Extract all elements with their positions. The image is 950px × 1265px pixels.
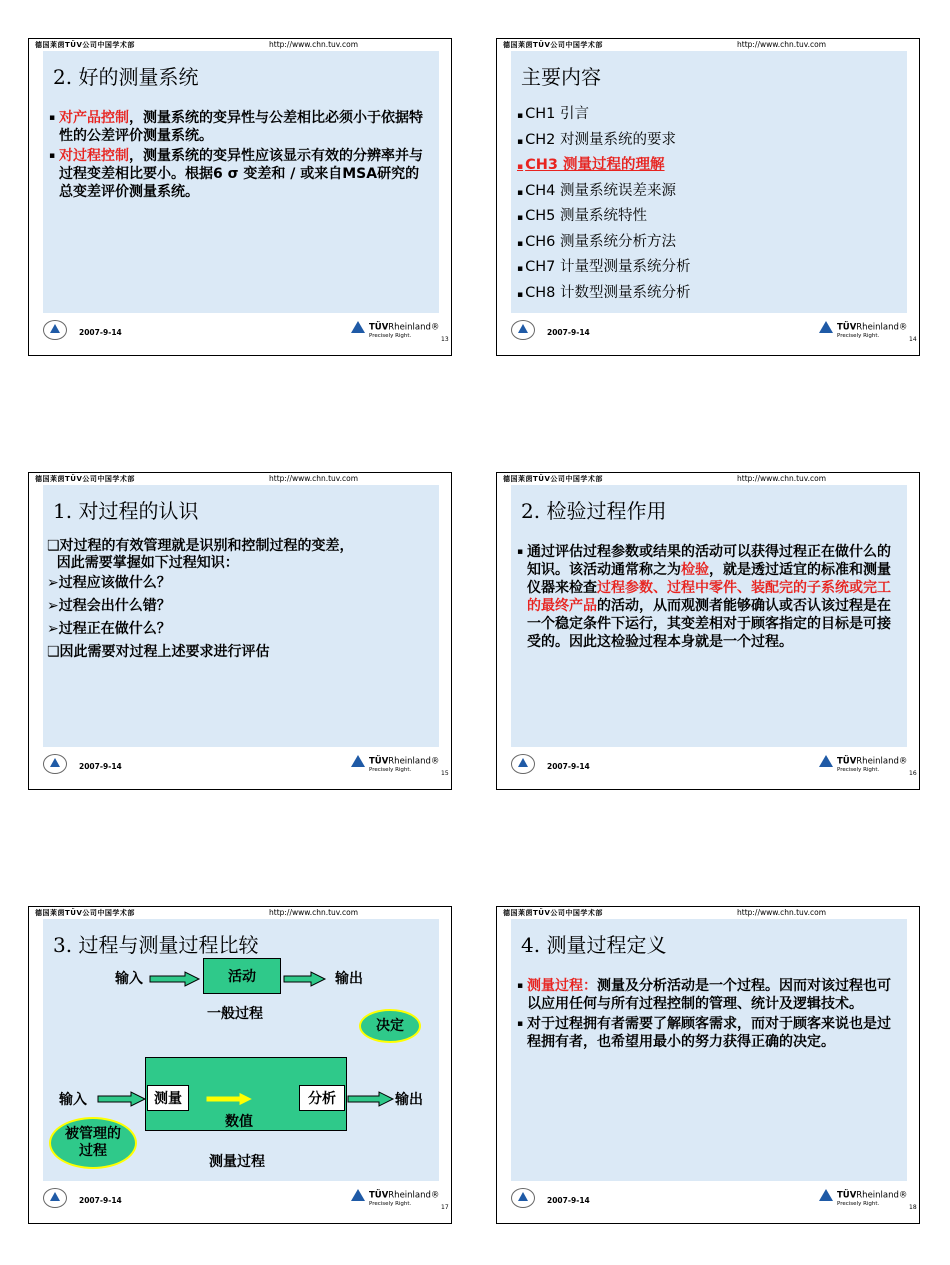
arrow-right-icon: [97, 1091, 147, 1107]
page-number: 16: [909, 770, 917, 777]
slide-url: http://www.chn.tuv.com: [737, 908, 827, 917]
arrow-right-icon: [205, 1091, 255, 1107]
slide-header: 德国莱茵TÜV公司中国学术部: [503, 909, 603, 917]
arrow-right-icon: [283, 971, 327, 987]
slide-date: 2007-9-14: [79, 328, 122, 337]
slide-title: 3. 过程与测量过程比较: [53, 933, 259, 957]
bullet-icon: ▪: [517, 264, 524, 274]
bullet-icon: ▪: [517, 111, 524, 121]
slide-body: [47, 535, 354, 664]
body-line: ❑因此需要对过程上述要求进行评估: [47, 644, 270, 660]
tuv-logo: TÜVRheinland® Precisely Right.: [351, 321, 439, 333]
bullet-icon: ▪: [517, 547, 524, 557]
bullet-paragraph: [49, 109, 429, 145]
slide-date: 2007-9-14: [79, 762, 122, 771]
slide-title: 2. 好的测量系统: [53, 65, 199, 89]
activity-box: 活动: [203, 958, 281, 994]
toc-item[interactable]: ▪ CH8 计数型测量系统分析: [517, 284, 691, 301]
general-process-label: 一般过程: [207, 1006, 263, 1022]
tuv-seal-icon: [511, 320, 535, 340]
bullet-icon: ▪: [517, 162, 524, 172]
body-line: ➢过程会出什么错？: [47, 598, 171, 614]
toc-item[interactable]: ▪ CH6 测量系统分析方法: [517, 233, 676, 250]
toc-item[interactable]: ▪ CH2 对测量系统的要求: [517, 131, 676, 148]
page-number: 14: [909, 336, 917, 343]
slide-date: 2007-9-14: [79, 1196, 122, 1205]
slide-body: [517, 543, 897, 653]
tuv-tagline: Precisely Right.: [837, 767, 880, 773]
slide-url: http://www.chn.tuv.com: [269, 908, 359, 917]
tuv-triangle-icon: [819, 1189, 833, 1201]
slide-header: 德国莱茵TÜV公司中国学术部: [503, 41, 603, 49]
highlight-text: 检验: [681, 562, 709, 578]
slide-date: 2007-9-14: [547, 328, 590, 337]
slide-15: [28, 472, 452, 790]
tuv-logo: TÜVRheinland® Precisely Right.: [819, 1189, 907, 1201]
body-line: 因此需要掌握如下过程知识：: [47, 555, 239, 571]
tuv-seal-icon: [43, 1188, 67, 1208]
tuv-tagline: Precisely Right.: [837, 333, 880, 339]
bullet-icon: ▪: [517, 981, 524, 991]
bullet-icon: ▪: [49, 151, 56, 161]
slide-13: [28, 38, 452, 356]
tuv-seal-icon: [511, 754, 535, 774]
bullet-icon: ▪: [49, 113, 56, 123]
analyze-box: 分析: [299, 1085, 345, 1111]
tuv-seal-icon: [511, 1188, 535, 1208]
slide-url: http://www.chn.tuv.com: [269, 40, 359, 49]
slide-17: [28, 906, 452, 1224]
slide-title: 1. 对过程的认识: [53, 499, 199, 523]
page-number: 15: [441, 770, 449, 777]
toc-item-active[interactable]: ▪ CH3 测量过程的理解: [517, 157, 665, 173]
body-line: ➢过程应该做什么？: [47, 575, 171, 591]
slide-header: 德国莱茵TÜV公司中国学术部: [35, 475, 135, 483]
tuv-triangle-icon: [351, 1189, 365, 1201]
highlight-text: 对产品控制: [59, 110, 129, 126]
slide-body: [49, 109, 429, 203]
slide-date: 2007-9-14: [547, 1196, 590, 1205]
tuv-tagline: Precisely Right.: [837, 1201, 880, 1207]
slide-url: http://www.chn.tuv.com: [737, 474, 827, 483]
decision-bubble: 决定: [359, 1009, 421, 1043]
page-number: 17: [441, 1204, 449, 1211]
measurement-process-label: 测量过程: [209, 1154, 265, 1170]
tuv-logo: TÜVRheinland® Precisely Right.: [819, 321, 907, 333]
tuv-logo: TÜVRheinland® Precisely Right.: [351, 1189, 439, 1201]
slide-14: [496, 38, 920, 356]
slide-header: 德国莱茵TÜV公司中国学术部: [35, 41, 135, 49]
arrow-right-icon: [347, 1091, 395, 1107]
tuv-triangle-icon: [351, 755, 365, 767]
measure-box: 测量: [147, 1085, 189, 1111]
tuv-seal-icon: [43, 320, 67, 340]
toc-list: [517, 103, 690, 307]
tuv-triangle-icon: [819, 321, 833, 333]
input-label: 输入: [115, 971, 143, 987]
body-line: ❑对过程的有效管理就是识别和控制过程的变差，: [47, 538, 354, 554]
tuv-logo: TÜVRheinland® Precisely Right.: [351, 755, 439, 767]
paragraph-text: ，测量系统的变异性应该显示有效的分辨率并与过程变差相比要小。根据6 σ 变差和 / 或来自MSA研究的总变差评价测量系统。: [59, 148, 423, 200]
tuv-tagline: Precisely Right.: [369, 1201, 412, 1207]
slide-header: 德国莱茵TÜV公司中国学术部: [35, 909, 135, 917]
page-number: 18: [909, 1204, 917, 1211]
arrow-right-icon: [149, 971, 201, 987]
slide-title: 4. 测量过程定义: [521, 933, 667, 957]
bullet-paragraph: ▪ 对于过程拥有者需要了解顾客需求，而对于顾客来说也是过程拥有者，也希望用最小的努力获得正确的决定。: [517, 1016, 891, 1050]
highlight-text: 测量过程：: [527, 978, 597, 994]
slide-date: 2007-9-14: [547, 762, 590, 771]
bullet-icon: ▪: [517, 289, 524, 300]
bullet-icon: ▪: [517, 187, 524, 198]
bullet-icon: ▪: [517, 213, 524, 223]
bullet-paragraph: ▪ 测量过程：测量及分析活动是一个过程。因而对该过程也可以应用任何与所有过程控制的管理、统计及逻辑技术。: [517, 978, 891, 1012]
highlight-text: 对过程控制: [59, 148, 129, 164]
bullet-icon: ▪: [517, 238, 524, 249]
bullet-paragraph: ▪ 通过评估过程参数或结果的活动可以获得过程正在做什么的知识。该活动通常称之为检验，就是透过适宜的标准和测量仪器来检查过程参数、过程中零件、装配完的子系统或完工的最终产品的活动，从而观测者能够确认或否认该过程是在一个稳定条件下运行，其变差相对于顾客指定的目标是可接受的。因此这检验过程本身就是一个过程。: [517, 544, 891, 650]
page-number: 13: [441, 336, 449, 343]
slide-18: [496, 906, 920, 1224]
highlight-text: 过程参数、过程中零件、装配完的子系统或完工的最终产品: [527, 580, 891, 614]
tuv-logo: TÜVRheinland® Precisely Right.: [819, 755, 907, 767]
bullet-paragraph: [49, 147, 429, 201]
managed-process-bubble: 被管理的过程: [49, 1117, 137, 1169]
tuv-tagline: Precisely Right.: [369, 333, 412, 339]
toc-item[interactable]: ▪ CH7 计量型测量系统分析: [517, 259, 691, 275]
tuv-triangle-icon: [819, 755, 833, 767]
slide-header: 德国莱茵TÜV公司中国学术部: [503, 475, 603, 483]
toc-item[interactable]: ▪ CH5 测量系统特性: [517, 208, 647, 224]
slide-body: [517, 977, 897, 1053]
value-label: 数值: [225, 1114, 253, 1130]
slide-16: [496, 472, 920, 790]
slide-url: http://www.chn.tuv.com: [269, 474, 359, 483]
toc-item[interactable]: ▪ CH4 测量系统误差来源: [517, 182, 676, 199]
paragraph-text: ，测量系统的变异性与公差相比必须小于依据特性的公差评价测量系统。: [59, 110, 423, 144]
output-label: 输出: [335, 971, 363, 987]
toc-item[interactable]: ▪ CH1 引言: [517, 106, 589, 122]
tuv-tagline: Precisely Right.: [369, 767, 412, 773]
tuv-triangle-icon: [351, 321, 365, 333]
slide-title: 2. 检验过程作用: [521, 499, 667, 523]
bullet-icon: ▪: [517, 136, 524, 147]
bullet-icon: ▪: [517, 1019, 524, 1029]
body-line: ➢过程正在做什么？: [47, 621, 171, 637]
slide-title: 主要内容: [521, 65, 601, 89]
slide-url: http://www.chn.tuv.com: [737, 40, 827, 49]
tuv-seal-icon: [43, 754, 67, 774]
output-label: 输出: [395, 1092, 423, 1108]
input-label: 输入: [59, 1092, 87, 1108]
